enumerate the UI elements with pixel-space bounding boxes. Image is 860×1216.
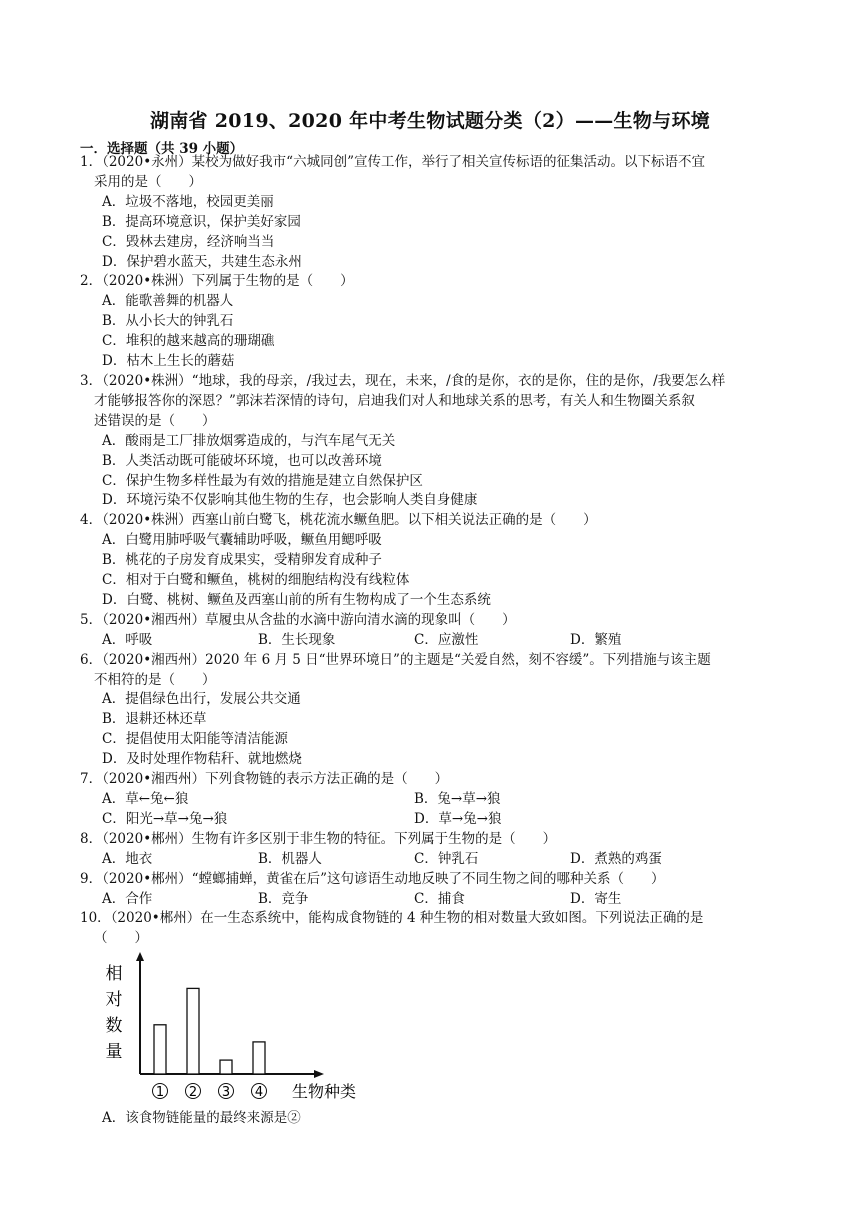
answer-option: C．钟乳石 bbox=[414, 850, 479, 867]
answer-option: B．从小长大的钟乳石 bbox=[102, 313, 234, 330]
question-text: 采用的是（ ） bbox=[94, 173, 202, 190]
answer-option: A．合作 bbox=[102, 890, 153, 907]
answer-options-row bbox=[80, 631, 783, 651]
question-item bbox=[80, 511, 783, 611]
bar-chart bbox=[98, 949, 783, 1109]
question-text: 才能够报答你的深恩？”郭沫若深情的诗句，启迪我们对人和地球关系的思考，有关人和生物圈关系叙 bbox=[94, 392, 695, 409]
question-text-line bbox=[80, 929, 783, 949]
answer-option: C．堆积的越来越高的珊瑚礁 bbox=[102, 333, 275, 350]
answer-options-grid bbox=[80, 790, 783, 830]
x-axis-arrow bbox=[314, 1070, 324, 1078]
answer-option: B．提高环境意识，保护美好家园 bbox=[102, 213, 301, 230]
question-list bbox=[80, 153, 783, 1129]
question-number: 9． bbox=[80, 870, 103, 887]
bar-1 bbox=[154, 1025, 166, 1074]
question-text: 不相符的是（ ） bbox=[94, 671, 216, 688]
question-text: （2020•株洲）西塞山前白鹭飞，桃花流水鳜鱼肥。以下相关说法正确的是（ ） bbox=[102, 512, 597, 529]
chart-svg bbox=[98, 949, 358, 1109]
y-axis-label-char: 量 bbox=[105, 1042, 123, 1063]
question-number: 5． bbox=[80, 611, 103, 628]
answer-option: B．生长现象 bbox=[258, 631, 336, 648]
answer-option: B．竞争 bbox=[258, 890, 309, 907]
answer-option: D．繁殖 bbox=[570, 631, 622, 648]
question-text: （2020•郴州）在一生态系统中，能构成食物链的 4 种生物的相对数量大致如图。下列说法正确的是 bbox=[110, 910, 704, 927]
category-label: 2 bbox=[188, 1085, 198, 1101]
question-number: 10． bbox=[80, 910, 111, 927]
question-number: 4． bbox=[80, 512, 103, 529]
question-text-line bbox=[80, 830, 783, 850]
question-text: （ ） bbox=[94, 930, 148, 947]
question-text-line bbox=[80, 173, 783, 193]
y-axis-label-char: 对 bbox=[105, 990, 123, 1011]
question-number: 6． bbox=[80, 651, 103, 668]
question-text-line bbox=[80, 870, 783, 890]
answer-option: C．捕食 bbox=[414, 890, 465, 907]
answer-option: A．该食物链能量的最终来源是② bbox=[102, 1110, 301, 1127]
x-axis-label: 生物种类 bbox=[292, 1082, 357, 1102]
question-text-line bbox=[80, 611, 783, 631]
question-text-line bbox=[80, 511, 783, 531]
answer-option: A．能歌善舞的机器人 bbox=[102, 293, 234, 310]
answer-option: B．退耕还林还草 bbox=[102, 711, 207, 728]
answer-options-row bbox=[80, 850, 783, 870]
bar-4 bbox=[253, 1042, 265, 1074]
question-text: （2020•湘西州）草履虫从含盐的水滴中游向清水滴的现象叫（ ） bbox=[102, 611, 516, 628]
question-item bbox=[80, 830, 783, 870]
answer-option: B．兔→草→狼 bbox=[414, 791, 501, 807]
category-label: 3 bbox=[221, 1085, 231, 1101]
question-text: （2020•永州）某校为做好我市“六城同创”宣传工作，举行了相关宣传标语的征集活动。以下标语不宜 bbox=[102, 154, 705, 170]
answer-option: A．酸雨是工厂排放烟雾造成的，与汽车尾气无关 bbox=[102, 432, 396, 449]
answer-option: C．相对于白鹭和鳜鱼，桃树的细胞结构没有线粒体 bbox=[102, 572, 410, 589]
question-text-line bbox=[80, 392, 783, 412]
answer-option: D．寄生 bbox=[570, 890, 622, 907]
question-item bbox=[80, 651, 783, 770]
answer-option: C．毁林去建房，经济响当当 bbox=[102, 233, 275, 250]
question-text: （2020•湘西州）2020 年 6 月 5 日“世界环境日”的主题是“关爱自然，刻不容缓”。下列措施与该主题 bbox=[102, 651, 711, 668]
answer-option: C．提倡使用太阳能等清洁能源 bbox=[102, 731, 288, 748]
answer-option: A．呼吸 bbox=[102, 631, 153, 648]
answer-option: C．阳光→草→兔→狼 bbox=[102, 810, 228, 827]
question-text-line bbox=[80, 272, 783, 292]
answer-option: A．垃圾不落地，校园更美丽 bbox=[102, 193, 274, 210]
question-text: （2020•株洲）“地球，我的母亲，/我过去，现在，未来，/食的是你，衣的是你，住的是你，/我要怎么样 bbox=[102, 372, 726, 389]
question-text: （2020•株洲）下列属于生物的是（ ） bbox=[102, 273, 354, 290]
question-text-line bbox=[80, 909, 783, 929]
question-item bbox=[80, 770, 783, 830]
question-text: 述错误的是（ ） bbox=[94, 412, 216, 429]
category-label: 1 bbox=[155, 1085, 165, 1101]
question-number: 7． bbox=[80, 771, 103, 788]
answer-option: D．保护碧水蓝天，共建生态永州 bbox=[102, 253, 302, 270]
question-text-line bbox=[80, 153, 783, 173]
question-text-line bbox=[80, 412, 783, 432]
answer-option: C．应激性 bbox=[414, 631, 479, 648]
answer-options-row bbox=[80, 890, 783, 910]
answer-option: D．环境污染不仅影响其他生物的生存，也会影响人类自身健康 bbox=[102, 492, 478, 509]
question-text: （2020•郴州）生物有许多区别于非生物的特征。下列属于生物的是（ ） bbox=[102, 830, 557, 847]
question-number: 2． bbox=[80, 273, 103, 290]
question-text: （2020•郴州）“螳螂捕蝉，黄雀在后”这句谚语生动地反映了不同生物之间的哪种关系（ ） bbox=[102, 870, 665, 887]
question-number: 8． bbox=[80, 830, 103, 847]
answer-option: D．白鹭、桃树、鳜鱼及西塞山前的所有生物构成了一个生态系统 bbox=[102, 591, 491, 608]
answer-option: A．草←兔←狼 bbox=[102, 791, 189, 807]
answer-option: A．地衣 bbox=[102, 850, 153, 867]
answer-option: D．煮熟的鸡蛋 bbox=[570, 850, 662, 867]
question-text-line bbox=[80, 770, 783, 790]
question-item bbox=[80, 272, 783, 372]
answer-option: A．白鹭用肺呼吸气囊辅助呼吸，鳜鱼用鳃呼吸 bbox=[102, 532, 382, 549]
question-item bbox=[80, 870, 783, 910]
question-text: （2020•湘西州）下列食物链的表示方法正确的是（ ） bbox=[102, 771, 449, 788]
document-title: 湖南省 2019、2020 年中考生物试题分类（2）——生物与环境 bbox=[149, 110, 711, 132]
answer-option: D．枯木上生长的蘑菇 bbox=[102, 353, 235, 370]
y-axis-label-char: 相 bbox=[105, 964, 123, 985]
answer-option: C．保护生物多样性最为有效的措施是建立自然保护区 bbox=[102, 472, 423, 489]
answer-option: B．人类活动既可能破坏环境，也可以改善环境 bbox=[102, 452, 382, 469]
section-heading: 一．选择题（共 39 小题） bbox=[80, 141, 244, 157]
bar-2 bbox=[187, 989, 199, 1075]
y-axis-label-char: 数 bbox=[105, 1016, 123, 1037]
question-text-line bbox=[80, 671, 783, 691]
question-text-line bbox=[80, 372, 783, 392]
question-item bbox=[80, 909, 783, 1129]
question-item bbox=[80, 153, 783, 272]
answer-option: D．草→兔→狼 bbox=[414, 810, 502, 827]
answer-option: B．桃花的子房发育成果实，受精卵发育成种子 bbox=[102, 552, 382, 569]
y-axis-arrow bbox=[136, 952, 144, 961]
answer-option: D．及时处理作物秸秆、就地燃烧 bbox=[102, 751, 302, 768]
question-item bbox=[80, 372, 783, 511]
question-number: 1． bbox=[80, 154, 103, 170]
bar-3 bbox=[220, 1060, 232, 1074]
answer-option: B．机器人 bbox=[258, 850, 322, 867]
category-label: 4 bbox=[254, 1085, 264, 1101]
question-number: 3． bbox=[80, 372, 103, 389]
answer-option: A．提倡绿色出行，发展公共交通 bbox=[102, 691, 301, 708]
question-text-line bbox=[80, 651, 783, 671]
question-item bbox=[80, 611, 783, 651]
